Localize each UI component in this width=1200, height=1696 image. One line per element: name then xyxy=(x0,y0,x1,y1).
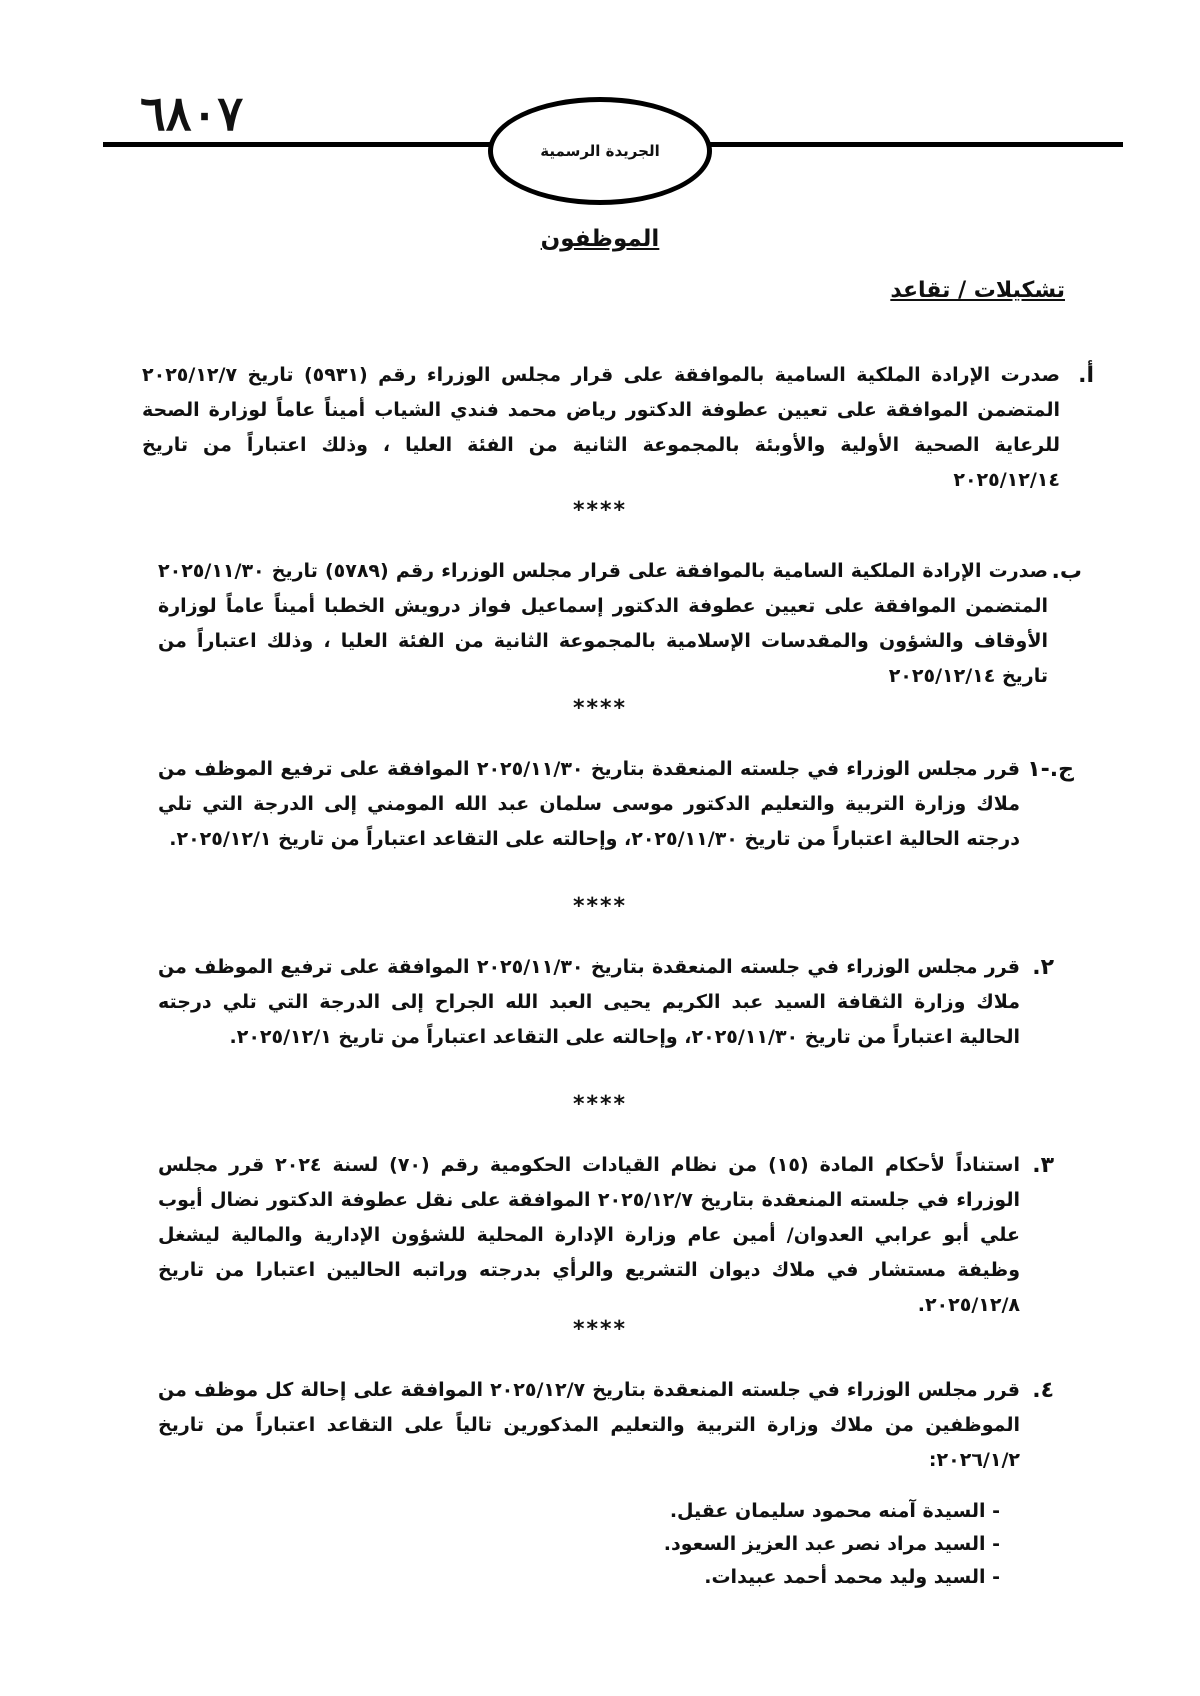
section-title: الموظفون xyxy=(540,226,660,252)
separator: **** xyxy=(572,696,628,721)
item-label: ب. xyxy=(1051,559,1082,584)
item-label: ٤. xyxy=(1032,1378,1054,1403)
item-label: ٣. xyxy=(1032,1153,1054,1178)
item-text: صدرت الإرادة الملكية السامية بالموافقة على قرار مجلس الوزراء رقم (٥٩٣١) تاريخ ٢٠٢٥/١٢/٧ المتضمن الموافقة على تعيين عطوفة الدكتور رياض محمد فندي الشياب أميناً عاماً لوزارة الصحة للرعاية الصحية الأولية والأوبئة بالمجموعة الثانية من الفئة العليا ، وذلك اعتباراً من تاريخ ٢٠٢٥/١٢/١٤ xyxy=(142,364,1060,491)
item-text: قرر مجلس الوزراء في جلسته المنعقدة بتاريخ ٢٠٢٥/١١/٣٠ الموافقة على ترفيع الموظف من ملاك وزارة التربية والتعليم الدكتور موسى سلمان عبد الله المومني إلى الدرجة التي تلي درجته الحالية اعتباراً من تاريخ ٢٠٢٥/١١/٣٠، وإحالته على التقاعد اعتباراً من تاريخ ٢٠٢٥/١٢/١. xyxy=(158,758,1020,850)
separator: **** xyxy=(572,1092,628,1117)
item-label: ٢. xyxy=(1032,955,1054,980)
item-text: استناداً لأحكام المادة (١٥) من نظام القيادات الحكومية رقم (٧٠) لسنة ٢٠٢٤ قرر مجلس الوزراء في جلسته المنعقدة بتاريخ ٢٠٢٥/١٢/٧ الموافقة على نقل عطوفة الدكتور نضال أيوب علي أبو عرابي العدوان/ أمين عام وزارة الإدارة المحلية للشؤون الإدارية والمالية ليشغل وظيفة مستشار في ملاك ديوان التشريع والرأي بدرجته وراتبه الحاليين اعتبارا من تاريخ ٢٠٢٥/١٢/٨. xyxy=(158,1154,1020,1316)
list-item: - السيد مراد نصر عبد العزيز السعود. xyxy=(664,1528,1000,1561)
item-a xyxy=(142,358,1094,498)
item-c2 xyxy=(158,950,1054,1055)
gazette-name: الجريدة الرسمية xyxy=(540,142,660,160)
item-c4 xyxy=(158,1373,1054,1478)
list-item: - السيدة آمنه محمود سليمان عقيل. xyxy=(664,1495,1000,1528)
item-label: ج.-١ xyxy=(1027,757,1074,782)
separator: **** xyxy=(572,894,628,919)
separator: **** xyxy=(572,1317,628,1342)
item-c3 xyxy=(158,1148,1054,1323)
item-c1 xyxy=(158,752,1074,857)
list-item: - السيد وليد محمد أحمد عبيدات. xyxy=(664,1561,1000,1594)
retirees-list xyxy=(664,1495,1000,1594)
item-label: أ. xyxy=(1078,363,1094,388)
item-b xyxy=(158,554,1082,694)
item-text: قرر مجلس الوزراء في جلسته المنعقدة بتاريخ ٢٠٢٥/١١/٣٠ الموافقة على ترفيع الموظف من ملاك وزارة الثقافة السيد عبد الكريم يحيى العبد الله الجراح إلى الدرجة التي تلي درجته الحالية اعتباراً من تاريخ ٢٠٢٥/١١/٣٠، وإحالته على التقاعد اعتباراً من تاريخ ٢٠٢٥/١٢/١. xyxy=(158,956,1020,1048)
item-text: قرر مجلس الوزراء في جلسته المنعقدة بتاريخ ٢٠٢٥/١٢/٧ الموافقة على إحالة كل موظف من الموظفين من ملاك وزارة التربية والتعليم المذكورين تالياً على التقاعد اعتباراً من تاريخ ٢٠٢٦/١/٢: xyxy=(158,1379,1020,1471)
separator: **** xyxy=(572,498,628,523)
item-text: صدرت الإرادة الملكية السامية بالموافقة على قرار مجلس الوزراء رقم (٥٧٨٩) تاريخ ٢٠٢٥/١١/٣٠ المتضمن الموافقة على تعيين عطوفة الدكتور إسماعيل فواز درويش الخطبا أميناً عاماً لوزارة الأوقاف والشؤون والمقدسات الإسلامية بالمجموعة الثانية من الفئة العليا ، وذلك اعتباراً من تاريخ ٢٠٢٥/١٢/١٤ xyxy=(158,560,1048,687)
gazette-name-oval xyxy=(488,97,712,205)
page-number: ٦٨٠٧ xyxy=(140,86,244,142)
subsection-title: تشكيلات / تقاعد xyxy=(890,278,1065,303)
